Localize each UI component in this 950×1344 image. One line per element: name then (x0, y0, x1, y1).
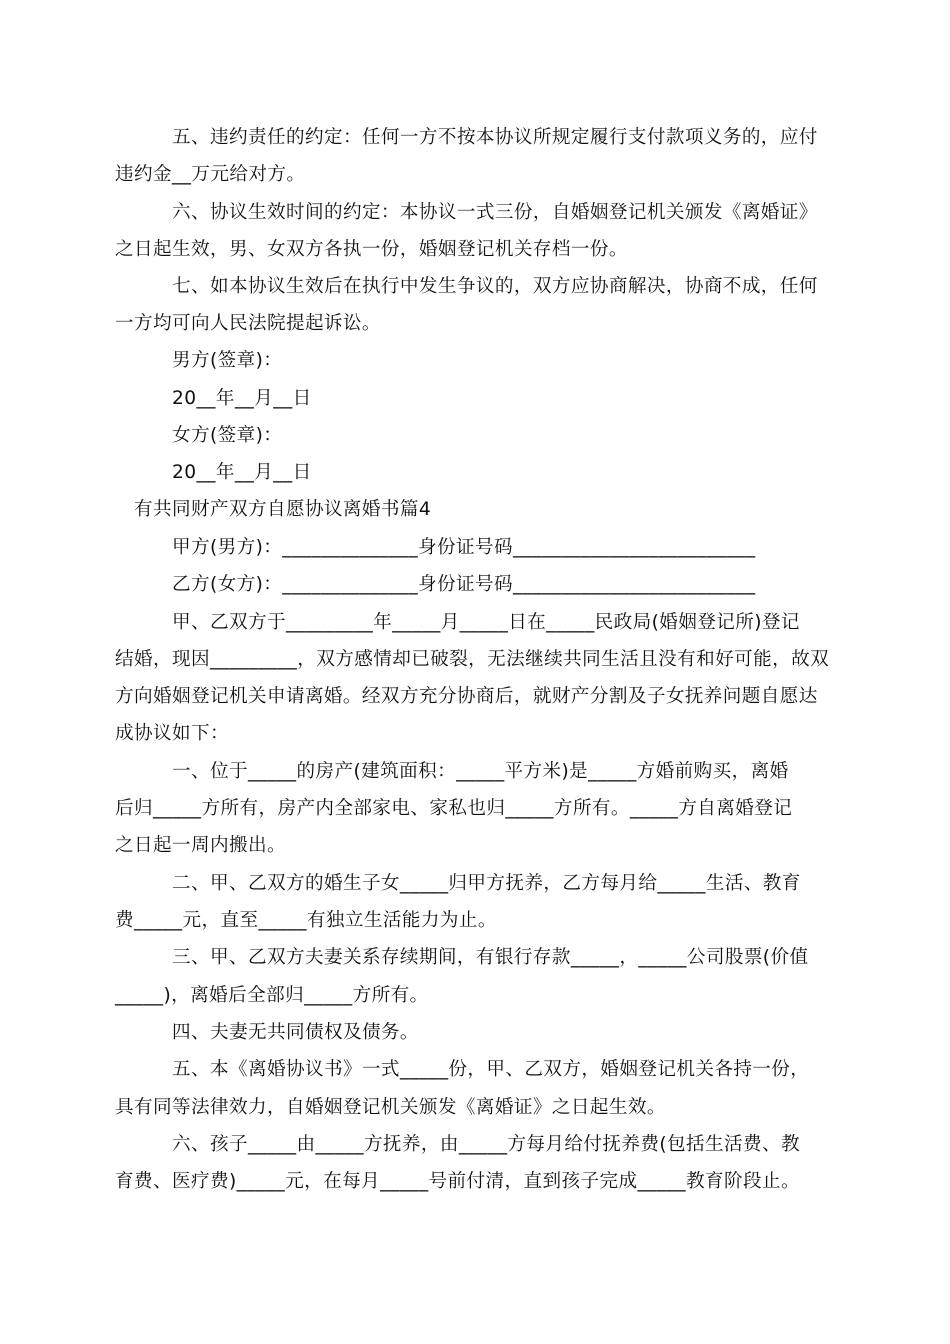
article-1-property-line-3: 之日起一周内搬出。 (115, 835, 286, 856)
article-6-support-line-2: 育费、医疗费)_____元，在每月_____号前付清，直到孩子完成_____教育阶段止。 (115, 1171, 800, 1192)
article-2-custody-line-1: 二、甲、乙双方的婚生子女_____归甲方抚养，乙方每月给_____生活、教育 (172, 873, 801, 894)
article-5-copies-line-1: 五、本《离婚协议书》一式_____份，甲、乙双方，婚姻登记机关各持一份， (172, 1059, 810, 1080)
party-b-line: 乙方(女方)：______________身份证号码_________________________ (172, 574, 756, 595)
article-3-assets-line-2: _____)，离婚后全部归_____方所有。 (115, 985, 429, 1006)
article-6-support-line-1: 六、孩子_____由_____方抚养，由_____方每月给付抚养费(包括生活费、教 (172, 1134, 800, 1155)
female-signature-date: 20__年__月__日 (172, 462, 312, 483)
clause-7-dispute-line-2: 一方均可向人民法院提起诉讼。 (115, 313, 381, 334)
clause-6-effective-line-2: 之日起生效，男、女双方各执一份，婚姻登记机关存档一份。 (115, 239, 628, 260)
male-signature-date: 20__年__月__日 (172, 388, 312, 409)
clause-6-effective-line-1: 六、协议生效时间的约定：本协议一式三份，自婚姻登记机关颁发《离婚证》 (172, 202, 818, 223)
article-1-property-line-1: 一、位于_____的房产(建筑面积：_____平方米)是_____方婚前购买，离婚 (172, 761, 789, 782)
male-signature-label: 男方(签章)： (172, 350, 283, 371)
section-title: 有共同财产双方自愿协议离婚书篇4 (134, 499, 432, 520)
preamble-line-4: 成协议如下： (115, 723, 229, 744)
female-signature-label: 女方(签章)： (172, 425, 283, 446)
preamble-line-2: 结婚，现因_________，双方感情却已破裂，无法继续共同生活且没有和好可能，故双 (115, 649, 830, 670)
article-3-assets-line-1: 三、甲、乙双方夫妻关系存续期间，有银行存款_____，_____公司股票(价值 (172, 947, 809, 968)
clause-5-liability-line-2: 违约金__万元给对方。 (115, 164, 306, 185)
preamble-line-1: 甲、乙双方于_________年_____月_____日在_____民政局(婚姻登记所)登记 (172, 612, 800, 633)
article-4-debts-line: 四、夫妻无共同债权及债务。 (172, 1022, 419, 1043)
article-5-copies-line-2: 具有同等法律效力，自婚姻登记机关颁发《离婚证》之日起生效。 (115, 1097, 666, 1118)
party-a-line: 甲方(男方)：______________身份证号码_________________________ (172, 537, 756, 558)
article-2-custody-line-2: 费_____元，直至_____有独立生活能力为止。 (115, 910, 497, 931)
clause-7-dispute-line-1: 七、如本协议生效后在执行中发生争议的，双方应协商解决，协商不成，任何 (172, 276, 818, 297)
article-1-property-line-2: 后归_____方所有，房产内全部家电、家私也归_____方所有。_____方自离婚登记 (115, 798, 793, 819)
preamble-line-3: 方向婚姻登记机关申请离婚。经双方充分协商后，就财产分割及子女抚养问题自愿达 (115, 686, 818, 707)
clause-5-liability-line-1: 五、违约责任的约定：任何一方不按本协议所规定履行支付款项义务的，应付 (172, 127, 818, 148)
